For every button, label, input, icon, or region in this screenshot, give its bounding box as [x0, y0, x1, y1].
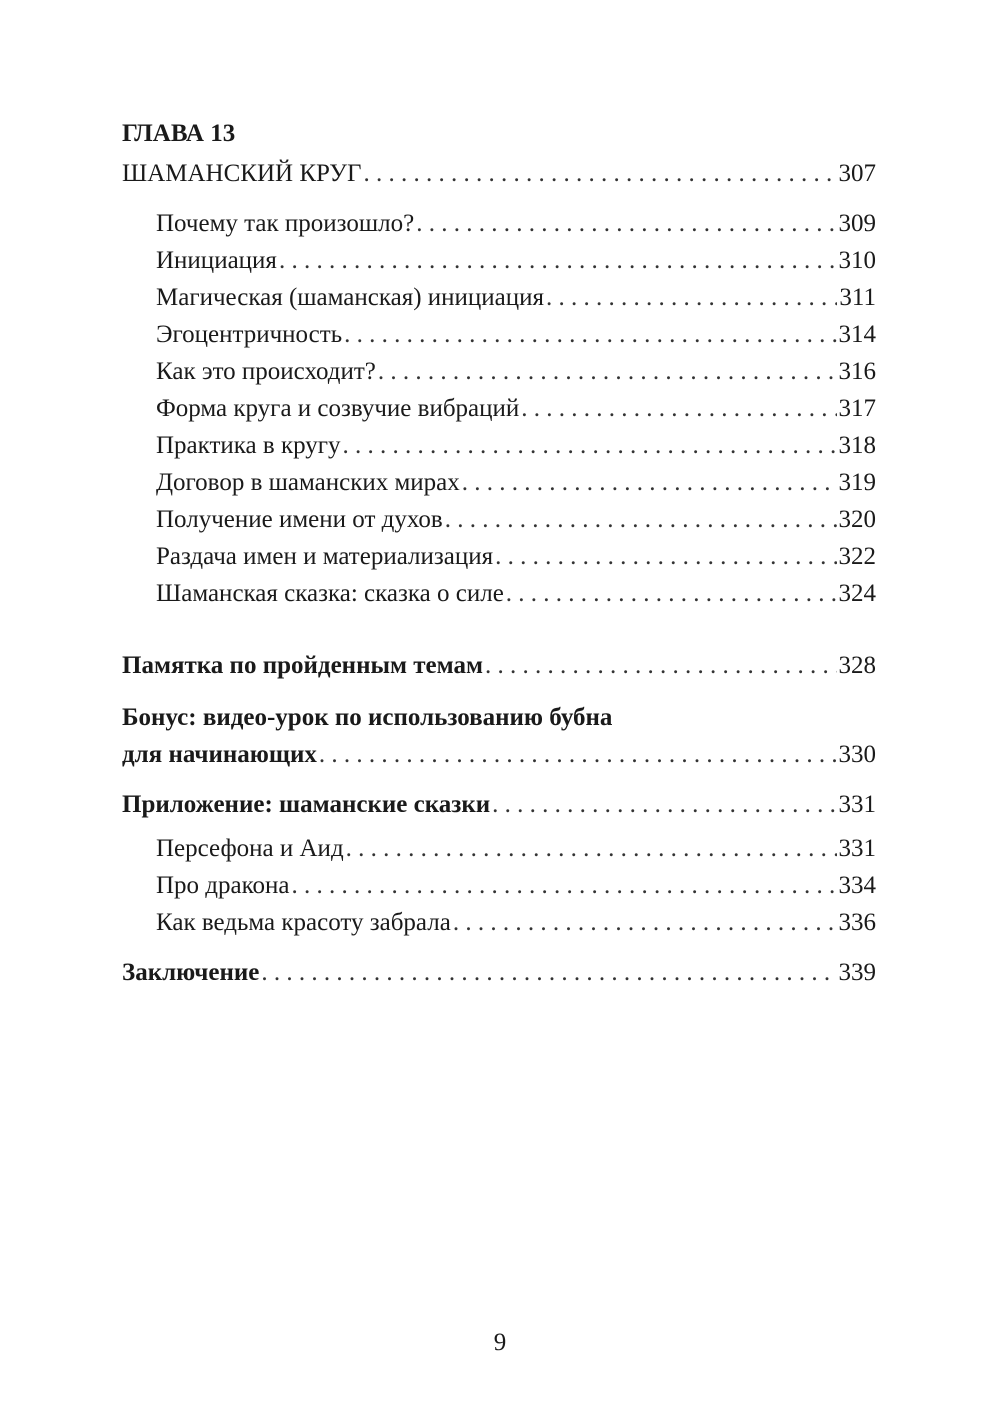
toc-entry-page: 320: [838, 506, 876, 533]
toc-entry-page: 316: [838, 358, 876, 385]
toc-entry-appendix[interactable]: [122, 790, 876, 820]
toc-entry[interactable]: [156, 834, 876, 864]
toc-entry-page: 324: [838, 580, 876, 607]
toc-entry-title: Практика в кругу: [156, 432, 341, 459]
toc-entry-chapter-title[interactable]: [122, 159, 876, 189]
toc-entry-page: 311: [839, 284, 876, 311]
toc-entry-page: 331: [838, 835, 876, 862]
dot-leader: [546, 283, 837, 313]
toc-entry-memo[interactable]: [122, 651, 876, 681]
toc-entry-bonus[interactable]: [122, 740, 876, 770]
toc-entry-title: Персефона и Аид: [156, 835, 344, 862]
toc-entry-page: 334: [838, 872, 876, 899]
toc-entry[interactable]: [156, 246, 876, 276]
dot-leader: [506, 579, 837, 609]
dot-leader: [445, 505, 837, 535]
toc-entry[interactable]: [156, 431, 876, 461]
toc-entry[interactable]: [156, 320, 876, 350]
toc-entry-title: Памятка по пройденным темам: [122, 652, 484, 679]
toc-entry-title: для начинающих: [122, 741, 317, 768]
dot-leader: [261, 958, 836, 988]
toc-entry-title: Эгоцентричность: [156, 321, 343, 348]
toc-entry[interactable]: [156, 468, 876, 498]
toc-entry[interactable]: [156, 209, 876, 239]
toc-entry-title: Магическая (шаманская) инициация: [156, 284, 545, 311]
toc-entry-page: 336: [838, 909, 876, 936]
toc-entry[interactable]: [156, 908, 876, 938]
page-number: 9: [493, 1329, 507, 1356]
dot-leader: [416, 209, 836, 239]
toc-entry-page: 330: [838, 741, 876, 768]
toc-entry-page: 310: [838, 247, 876, 274]
dot-leader: [279, 246, 837, 276]
dot-leader: [346, 834, 837, 864]
toc-entry-page: 328: [838, 652, 876, 679]
toc-entry-bonus-line1[interactable]: Бонус: видео-урок по использованию бубна: [122, 704, 613, 731]
chapter-label: ГЛАВА 13: [122, 120, 236, 147]
dot-leader: [291, 871, 836, 901]
toc-entry[interactable]: [156, 357, 876, 387]
toc-entry-title: Про дракона: [156, 872, 290, 899]
dot-leader: [453, 908, 837, 938]
toc-entry-page: 307: [838, 160, 876, 187]
dot-leader: [343, 431, 837, 461]
toc-entry-page: 322: [838, 543, 876, 570]
toc-entry-title: Заключение: [122, 959, 260, 986]
toc-entry[interactable]: [156, 394, 876, 424]
toc-entry-title: Шаманская сказка: сказка о силе: [156, 580, 504, 607]
toc-entry-title: ШАМАНСКИЙ КРУГ: [122, 160, 362, 187]
dot-leader: [378, 357, 837, 387]
toc-entry-page: 309: [838, 210, 876, 237]
toc-entry-conclusion[interactable]: [122, 958, 876, 988]
toc-entry-title: Договор в шаманских мирах: [156, 469, 460, 496]
toc-entry-page: 331: [838, 791, 876, 818]
toc-entry[interactable]: [156, 505, 876, 535]
dot-leader: [363, 159, 836, 189]
dot-leader: [344, 320, 836, 350]
toc-entry-title: Раздача имен и материализация: [156, 543, 494, 570]
toc-entry[interactable]: [156, 542, 876, 572]
toc-entry[interactable]: [156, 579, 876, 609]
toc-entry[interactable]: [156, 283, 876, 313]
toc-entry-page: 318: [838, 432, 876, 459]
toc-entry-title: Получение имени от духов: [156, 506, 443, 533]
dot-leader: [462, 468, 837, 498]
toc-entry-title: Как это происходит?: [156, 358, 376, 385]
dot-leader: [485, 651, 836, 681]
dot-leader: [319, 740, 837, 770]
toc-entry-title: Как ведьма красоту забрала: [156, 909, 451, 936]
toc-entry-title: Форма круга и созвучие вибраций: [156, 395, 520, 422]
toc-entry[interactable]: [156, 871, 876, 901]
toc-entry-page: 317: [838, 395, 876, 422]
toc-entry-page: 339: [838, 959, 876, 986]
toc-entry-page: 319: [838, 469, 876, 496]
toc-entry-title: Инициация: [156, 247, 277, 274]
dot-leader: [521, 394, 836, 424]
dot-leader: [492, 790, 836, 820]
toc-entry-title: Приложение: шаманские сказки: [122, 791, 491, 818]
toc-entry-page: 314: [838, 321, 876, 348]
toc-entry-title: Почему так произошло?: [156, 210, 415, 237]
dot-leader: [495, 542, 836, 572]
